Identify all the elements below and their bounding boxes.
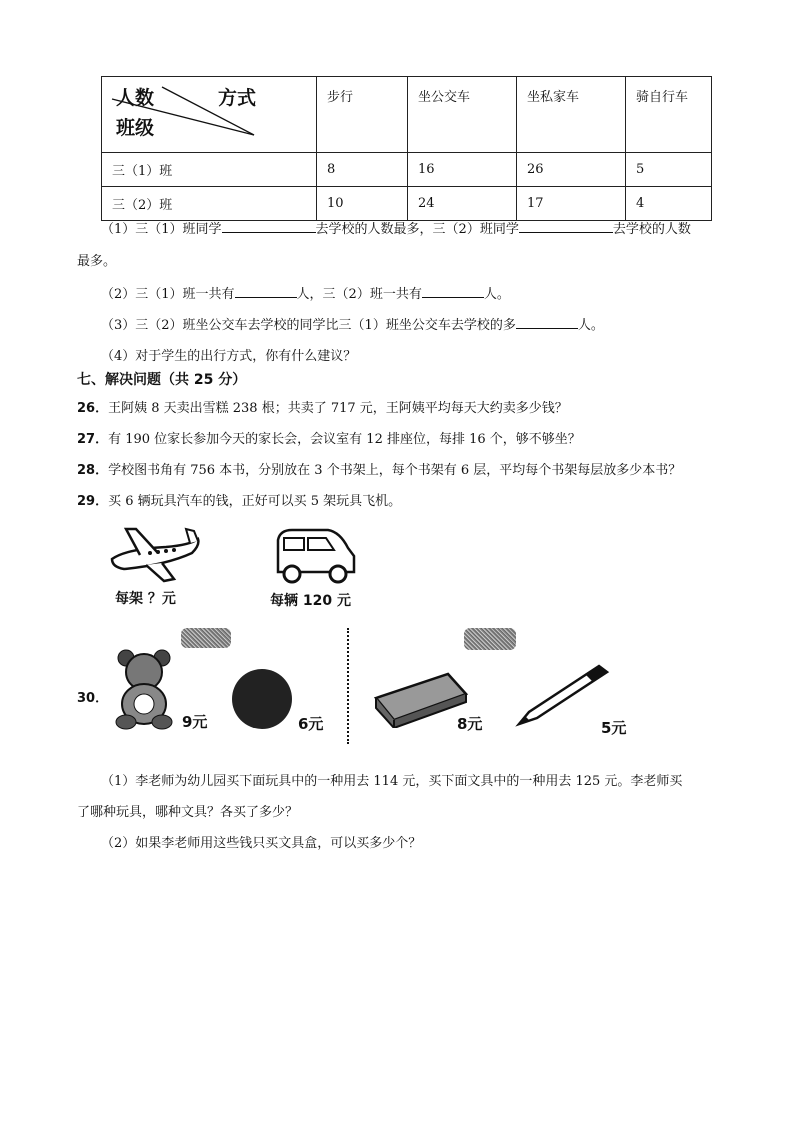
question-text: 学校图书角有 756 本书，分别放在 3 个书架上，每个书架有 6 层，平均每个书架每层放多少本书？ <box>108 463 682 478</box>
q25-p2-text-c: 人。 <box>483 287 510 302</box>
q25-part4: （4）对于学生的出行方式，你有什么建议？ <box>101 349 357 364</box>
table-cell: 17 <box>517 187 626 221</box>
question-text: 王阿姨 8 天卖出雪糕 238 根；共卖了 717 元，王阿姨平均每天大约卖多少钱？ <box>108 401 568 416</box>
q25-p1-text-a: （1）三（1）班同学 <box>101 222 222 237</box>
q30-part2: （2）如果李老师用这些钱只买文具盒，可以买多少个？ <box>101 836 422 851</box>
table-cell: 5 <box>626 153 712 187</box>
bear-price: 9元 <box>182 713 208 731</box>
col-car: 坐私家车 <box>517 77 626 153</box>
q25-p3-text-a: （3）三（2）班坐公交车去学校的同学比三（1）班坐公交车去学校的多 <box>101 318 516 333</box>
ball-price: 6元 <box>298 715 324 733</box>
q25-part1-line2: 最多。 <box>77 254 117 269</box>
q25-part1-line1 <box>101 218 691 237</box>
divider-dotted <box>347 628 349 744</box>
answer-blank[interactable] <box>235 285 297 298</box>
toys-heading-smudge <box>181 628 231 648</box>
table-row <box>102 153 712 187</box>
q30-part1-line1: （1）李老师为幼儿园买下面玩具中的一种用去 114 元，买下面文具中的一种用去 125 元。李老师买 <box>101 774 683 789</box>
q25-p1-text-b: 去学校的人数最多，三（2）班同学 <box>315 222 519 237</box>
answer-blank[interactable] <box>422 285 484 298</box>
section-7-title: 七、解决问题（共 25 分） <box>77 372 247 388</box>
car-price-caption: 每辆 120 元 <box>270 593 351 609</box>
row-label: 三（2）班 <box>102 187 317 221</box>
row-label: 三（1）班 <box>102 153 317 187</box>
table-cell: 24 <box>408 187 517 221</box>
table-cell: 26 <box>517 153 626 187</box>
ball-icon <box>230 667 294 731</box>
question-26 <box>77 397 568 416</box>
q25-p3-text-b: 人。 <box>577 318 604 333</box>
col-bus: 坐公交车 <box>408 77 517 153</box>
question-29 <box>77 490 401 509</box>
table-cell: 8 <box>317 153 408 187</box>
airplane-icon <box>106 525 202 585</box>
q25-part2 <box>101 283 510 302</box>
question-27 <box>77 428 581 447</box>
table-cell: 4 <box>626 187 712 221</box>
header-class-label: 班级 <box>116 117 155 139</box>
pencil-box-price: 8元 <box>457 715 483 733</box>
travel-table <box>101 76 712 221</box>
stationery-heading-smudge <box>464 628 516 650</box>
plane-price-caption: 每架 ？元 <box>115 591 176 607</box>
pen-price: 5元 <box>601 719 627 737</box>
question-number: 26． <box>77 401 109 416</box>
pencil-box-icon <box>370 668 470 728</box>
question-text: 买 6 辆玩具汽车的钱，正好可以买 5 架玩具飞机。 <box>108 494 402 509</box>
q25-p1-text-c: 去学校的人数 <box>612 222 691 237</box>
answer-blank[interactable] <box>222 220 316 233</box>
pen-icon <box>515 660 611 728</box>
col-walk: 步行 <box>317 77 408 153</box>
question-number: 28． <box>77 463 109 478</box>
question-number: 29． <box>77 494 109 509</box>
teddy-bear-icon <box>110 648 180 730</box>
table-cell: 16 <box>408 153 517 187</box>
table-row <box>102 187 712 221</box>
header-mode-label: 方式 <box>218 87 257 109</box>
question-number: 27． <box>77 432 109 447</box>
question-28 <box>77 459 681 478</box>
q25-p2-text-a: （2）三（1）班一共有 <box>101 287 235 302</box>
q30-part1-line2: 了哪种玩具，哪种文具？各买了多少？ <box>77 805 299 820</box>
col-bike: 骑自行车 <box>626 77 712 153</box>
q25-p2-text-b: 人，三（2）班一共有 <box>296 287 422 302</box>
question-30-number: 30． <box>77 691 109 706</box>
q25-part3 <box>101 314 604 333</box>
table-header-row <box>102 77 712 153</box>
answer-blank[interactable] <box>516 316 578 329</box>
diagonal-header-cell <box>102 77 317 153</box>
header-count-label: 人数 <box>116 87 155 109</box>
car-icon <box>274 526 358 584</box>
table-cell: 10 <box>317 187 408 221</box>
answer-blank[interactable] <box>519 220 613 233</box>
question-text: 有 190 位家长参加今天的家长会，会议室有 12 排座位，每排 16 个，够不够坐？ <box>108 432 581 447</box>
